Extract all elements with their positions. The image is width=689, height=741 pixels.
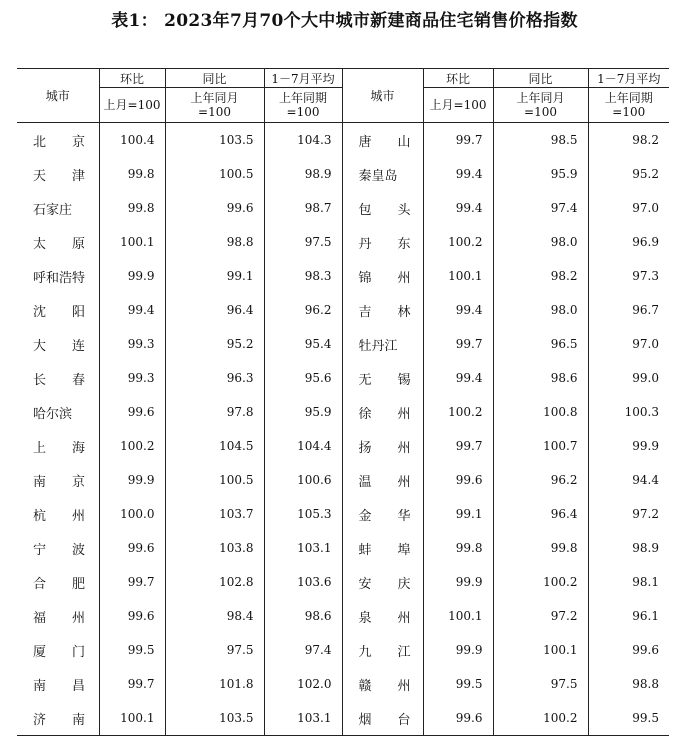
mom-cell-right: 100.1 <box>423 259 493 293</box>
avg-cell: 103.1 <box>264 701 342 736</box>
city-cell-right: 九 江 <box>342 633 423 667</box>
yoy-column-header: 同比 <box>165 69 264 88</box>
mom-cell: 99.6 <box>99 599 165 633</box>
yoy-cell: 103.5 <box>165 123 264 158</box>
avg-cell: 97.5 <box>264 225 342 259</box>
avg-base-label: 上年同期 =100 <box>264 88 342 123</box>
mom-cell: 99.3 <box>99 327 165 361</box>
yoy-cell: 100.5 <box>165 463 264 497</box>
city-cell-right: 扬 州 <box>342 429 423 463</box>
mom-cell-right: 99.4 <box>423 191 493 225</box>
yoy-cell-right: 100.2 <box>493 701 588 736</box>
avg-cell-right: 98.1 <box>588 565 669 599</box>
city-cell: 天 津 <box>33 168 86 184</box>
yoy-cell-right: 98.6 <box>493 361 588 395</box>
yoy-cell: 101.8 <box>165 667 264 701</box>
avg-cell-right: 100.3 <box>588 395 669 429</box>
mom-base-label: 上月=100 <box>99 88 165 123</box>
yoy-cell: 99.6 <box>165 191 264 225</box>
header-row-1 <box>17 69 669 88</box>
avg-cell-right: 98.9 <box>588 531 669 565</box>
avg-cell: 102.0 <box>264 667 342 701</box>
city-cell-right: 烟 台 <box>342 701 423 736</box>
table-body <box>17 123 669 736</box>
yoy-cell-right: 100.1 <box>493 633 588 667</box>
yoy-cell: 104.5 <box>165 429 264 463</box>
city-cell-right: 无 锡 <box>342 361 423 395</box>
city-cell-right: 唐 山 <box>342 123 423 158</box>
mom-column-header: 环比 <box>99 69 165 88</box>
city-cell-right: 吉 林 <box>342 293 423 327</box>
city-cell: 沈 阳 <box>33 304 86 320</box>
city-cell: 济 南 <box>17 701 99 736</box>
avg-cell: 98.3 <box>264 259 342 293</box>
avg-cell: 98.9 <box>264 157 342 191</box>
mom-cell: 99.8 <box>99 191 165 225</box>
table-row <box>17 225 669 259</box>
avg-cell-right: 99.9 <box>588 429 669 463</box>
yoy-cell-right: 100.8 <box>493 395 588 429</box>
avg-cell: 98.6 <box>264 599 342 633</box>
table-row <box>17 565 669 599</box>
mom-cell-right: 99.4 <box>423 293 493 327</box>
mom-cell-right: 99.7 <box>423 123 493 158</box>
table-row <box>17 633 669 667</box>
avg-cell-right: 97.3 <box>588 259 669 293</box>
city-cell-right: 秦皇岛 <box>342 157 423 191</box>
avg-cell: 104.3 <box>264 123 342 158</box>
city-cell: 长 春 <box>33 372 86 388</box>
avg-cell-right: 96.1 <box>588 599 669 633</box>
avg-cell: 104.4 <box>264 429 342 463</box>
city-cell: 上 海 <box>33 440 86 456</box>
avg-cell-right: 97.2 <box>588 497 669 531</box>
mom-cell-right: 99.1 <box>423 497 493 531</box>
city-cell-right: 包 头 <box>342 191 423 225</box>
city-cell: 宁 波 <box>33 542 86 558</box>
yoy-cell: 95.2 <box>165 327 264 361</box>
yoy-cell: 102.8 <box>165 565 264 599</box>
mom-cell-right: 99.5 <box>423 667 493 701</box>
yoy-cell-right: 96.2 <box>493 463 588 497</box>
table-row <box>17 395 669 429</box>
table-row <box>17 293 669 327</box>
mom-cell: 100.1 <box>99 701 165 736</box>
avg-cell-right: 98.2 <box>588 123 669 158</box>
avg-cell-right: 98.8 <box>588 667 669 701</box>
mom-cell: 99.7 <box>99 565 165 599</box>
yoy-cell: 98.8 <box>165 225 264 259</box>
yoy-cell: 96.4 <box>165 293 264 327</box>
avg-cell-right: 99.5 <box>588 701 669 736</box>
city-cell-right: 牡丹江 <box>342 327 423 361</box>
table-row <box>17 667 669 701</box>
avg-cell-right: 96.9 <box>588 225 669 259</box>
city-cell: 哈尔滨 <box>33 406 73 422</box>
table-row <box>17 701 669 736</box>
yoy-cell-right: 99.8 <box>493 531 588 565</box>
table-row <box>17 361 669 395</box>
mom-cell: 100.2 <box>99 429 165 463</box>
mom-cell-right: 99.8 <box>423 531 493 565</box>
table-row <box>17 157 669 191</box>
city-cell: 南 昌 <box>33 678 86 694</box>
avg-cell-right: 99.6 <box>588 633 669 667</box>
yoy-cell-right: 95.9 <box>493 157 588 191</box>
yoy-cell-right: 100.7 <box>493 429 588 463</box>
mom-cell: 99.8 <box>99 157 165 191</box>
avg-cell-right: 99.0 <box>588 361 669 395</box>
table-row <box>17 599 669 633</box>
yoy-cell: 103.8 <box>165 531 264 565</box>
yoy-cell-right: 97.5 <box>493 667 588 701</box>
table-row <box>17 259 669 293</box>
mom-cell-right: 99.4 <box>423 157 493 191</box>
city-cell: 北 京 <box>33 134 86 150</box>
mom-cell: 99.3 <box>99 361 165 395</box>
table-row <box>17 531 669 565</box>
mom-cell-right: 99.6 <box>423 463 493 497</box>
mom-cell: 99.6 <box>99 395 165 429</box>
mom-cell-right: 99.4 <box>423 361 493 395</box>
city-cell: 杭 州 <box>33 508 86 524</box>
avg-cell: 96.2 <box>264 293 342 327</box>
avg-cell-right: 97.0 <box>588 191 669 225</box>
yoy-cell: 103.5 <box>165 701 264 736</box>
yoy-cell: 100.5 <box>165 157 264 191</box>
city-cell: 石家庄 <box>33 202 73 218</box>
avg-cell: 95.4 <box>264 327 342 361</box>
yoy-cell: 97.8 <box>165 395 264 429</box>
city-cell: 南 京 <box>33 474 86 490</box>
city-cell: 大 连 <box>33 338 86 354</box>
avg-cell: 103.1 <box>264 531 342 565</box>
avg-cell: 105.3 <box>264 497 342 531</box>
avg-cell: 95.9 <box>264 395 342 429</box>
avg-cell: 98.7 <box>264 191 342 225</box>
mom-cell: 99.7 <box>99 667 165 701</box>
avg-cell: 103.6 <box>264 565 342 599</box>
table-row <box>17 497 669 531</box>
yoy-cell: 98.4 <box>165 599 264 633</box>
avg-cell: 95.6 <box>264 361 342 395</box>
avg-cell-right: 96.7 <box>588 293 669 327</box>
mom-cell: 99.5 <box>99 633 165 667</box>
yoy-cell-right: 98.2 <box>493 259 588 293</box>
mom-column-header-right: 环比 <box>423 69 493 88</box>
mom-cell: 100.1 <box>99 225 165 259</box>
yoy-base-label: 上年同月 =100 <box>165 88 264 123</box>
table-title: 表1： 2023年7月70个大中城市新建商品住宅销售价格指数 <box>111 11 578 31</box>
table-row <box>17 463 669 497</box>
mom-base-label-right: 上月=100 <box>423 88 493 123</box>
city-cell-right: 泉 州 <box>342 599 423 633</box>
avg-cell-right: 94.4 <box>588 463 669 497</box>
mom-cell-right: 99.6 <box>423 701 493 736</box>
yoy-cell: 96.3 <box>165 361 264 395</box>
table-row <box>17 327 669 361</box>
avg-cell-right: 95.2 <box>588 157 669 191</box>
table-row <box>17 191 669 225</box>
mom-cell: 99.4 <box>99 293 165 327</box>
avg-base-label-right: 上年同期 =100 <box>588 88 669 123</box>
yoy-cell: 99.1 <box>165 259 264 293</box>
city-cell-right: 温 州 <box>342 463 423 497</box>
yoy-cell-right: 97.4 <box>493 191 588 225</box>
mom-cell-right: 99.9 <box>423 565 493 599</box>
city-cell: 福 州 <box>33 610 86 626</box>
city-cell: 呼和浩特 <box>33 270 86 286</box>
mom-cell: 99.9 <box>99 463 165 497</box>
yoy-cell: 103.7 <box>165 497 264 531</box>
table-row <box>17 429 669 463</box>
mom-cell-right: 99.9 <box>423 633 493 667</box>
mom-cell: 100.4 <box>99 123 165 158</box>
price-index-table <box>17 68 669 736</box>
city-cell-right: 蚌 埠 <box>342 531 423 565</box>
yoy-base-label-right: 上年同月 =100 <box>493 88 588 123</box>
mom-cell-right: 100.1 <box>423 599 493 633</box>
avg-cell: 97.4 <box>264 633 342 667</box>
yoy-cell-right: 98.5 <box>493 123 588 158</box>
city-cell-right: 徐 州 <box>342 395 423 429</box>
city-cell-right: 丹 东 <box>342 225 423 259</box>
yoy-cell-right: 98.0 <box>493 225 588 259</box>
avg-cell: 100.6 <box>264 463 342 497</box>
mom-cell: 99.9 <box>99 259 165 293</box>
mom-cell: 99.6 <box>99 531 165 565</box>
city-cell: 合 肥 <box>33 576 86 592</box>
yoy-cell: 97.5 <box>165 633 264 667</box>
city-column-header: 城市 <box>17 69 99 123</box>
yoy-column-header-right: 同比 <box>493 69 588 88</box>
avg-column-header: 1－7月平均 <box>264 69 342 88</box>
table-row <box>17 123 669 158</box>
mom-cell-right: 100.2 <box>423 395 493 429</box>
yoy-cell-right: 96.4 <box>493 497 588 531</box>
mom-cell: 100.0 <box>99 497 165 531</box>
city-cell: 厦 门 <box>33 644 86 660</box>
mom-cell-right: 99.7 <box>423 429 493 463</box>
avg-cell-right: 97.0 <box>588 327 669 361</box>
mom-cell-right: 99.7 <box>423 327 493 361</box>
city-cell-right: 锦 州 <box>342 259 423 293</box>
city-cell-right: 赣 州 <box>342 667 423 701</box>
city-column-header-right: 城市 <box>342 69 423 123</box>
city-cell-right: 安 庆 <box>342 565 423 599</box>
yoy-cell-right: 97.2 <box>493 599 588 633</box>
mom-cell-right: 100.2 <box>423 225 493 259</box>
yoy-cell-right: 96.5 <box>493 327 588 361</box>
yoy-cell-right: 100.2 <box>493 565 588 599</box>
avg-column-header-right: 1－7月平均 <box>588 69 669 88</box>
city-cell-right: 金 华 <box>342 497 423 531</box>
city-cell: 太 原 <box>33 236 86 252</box>
yoy-cell-right: 98.0 <box>493 293 588 327</box>
